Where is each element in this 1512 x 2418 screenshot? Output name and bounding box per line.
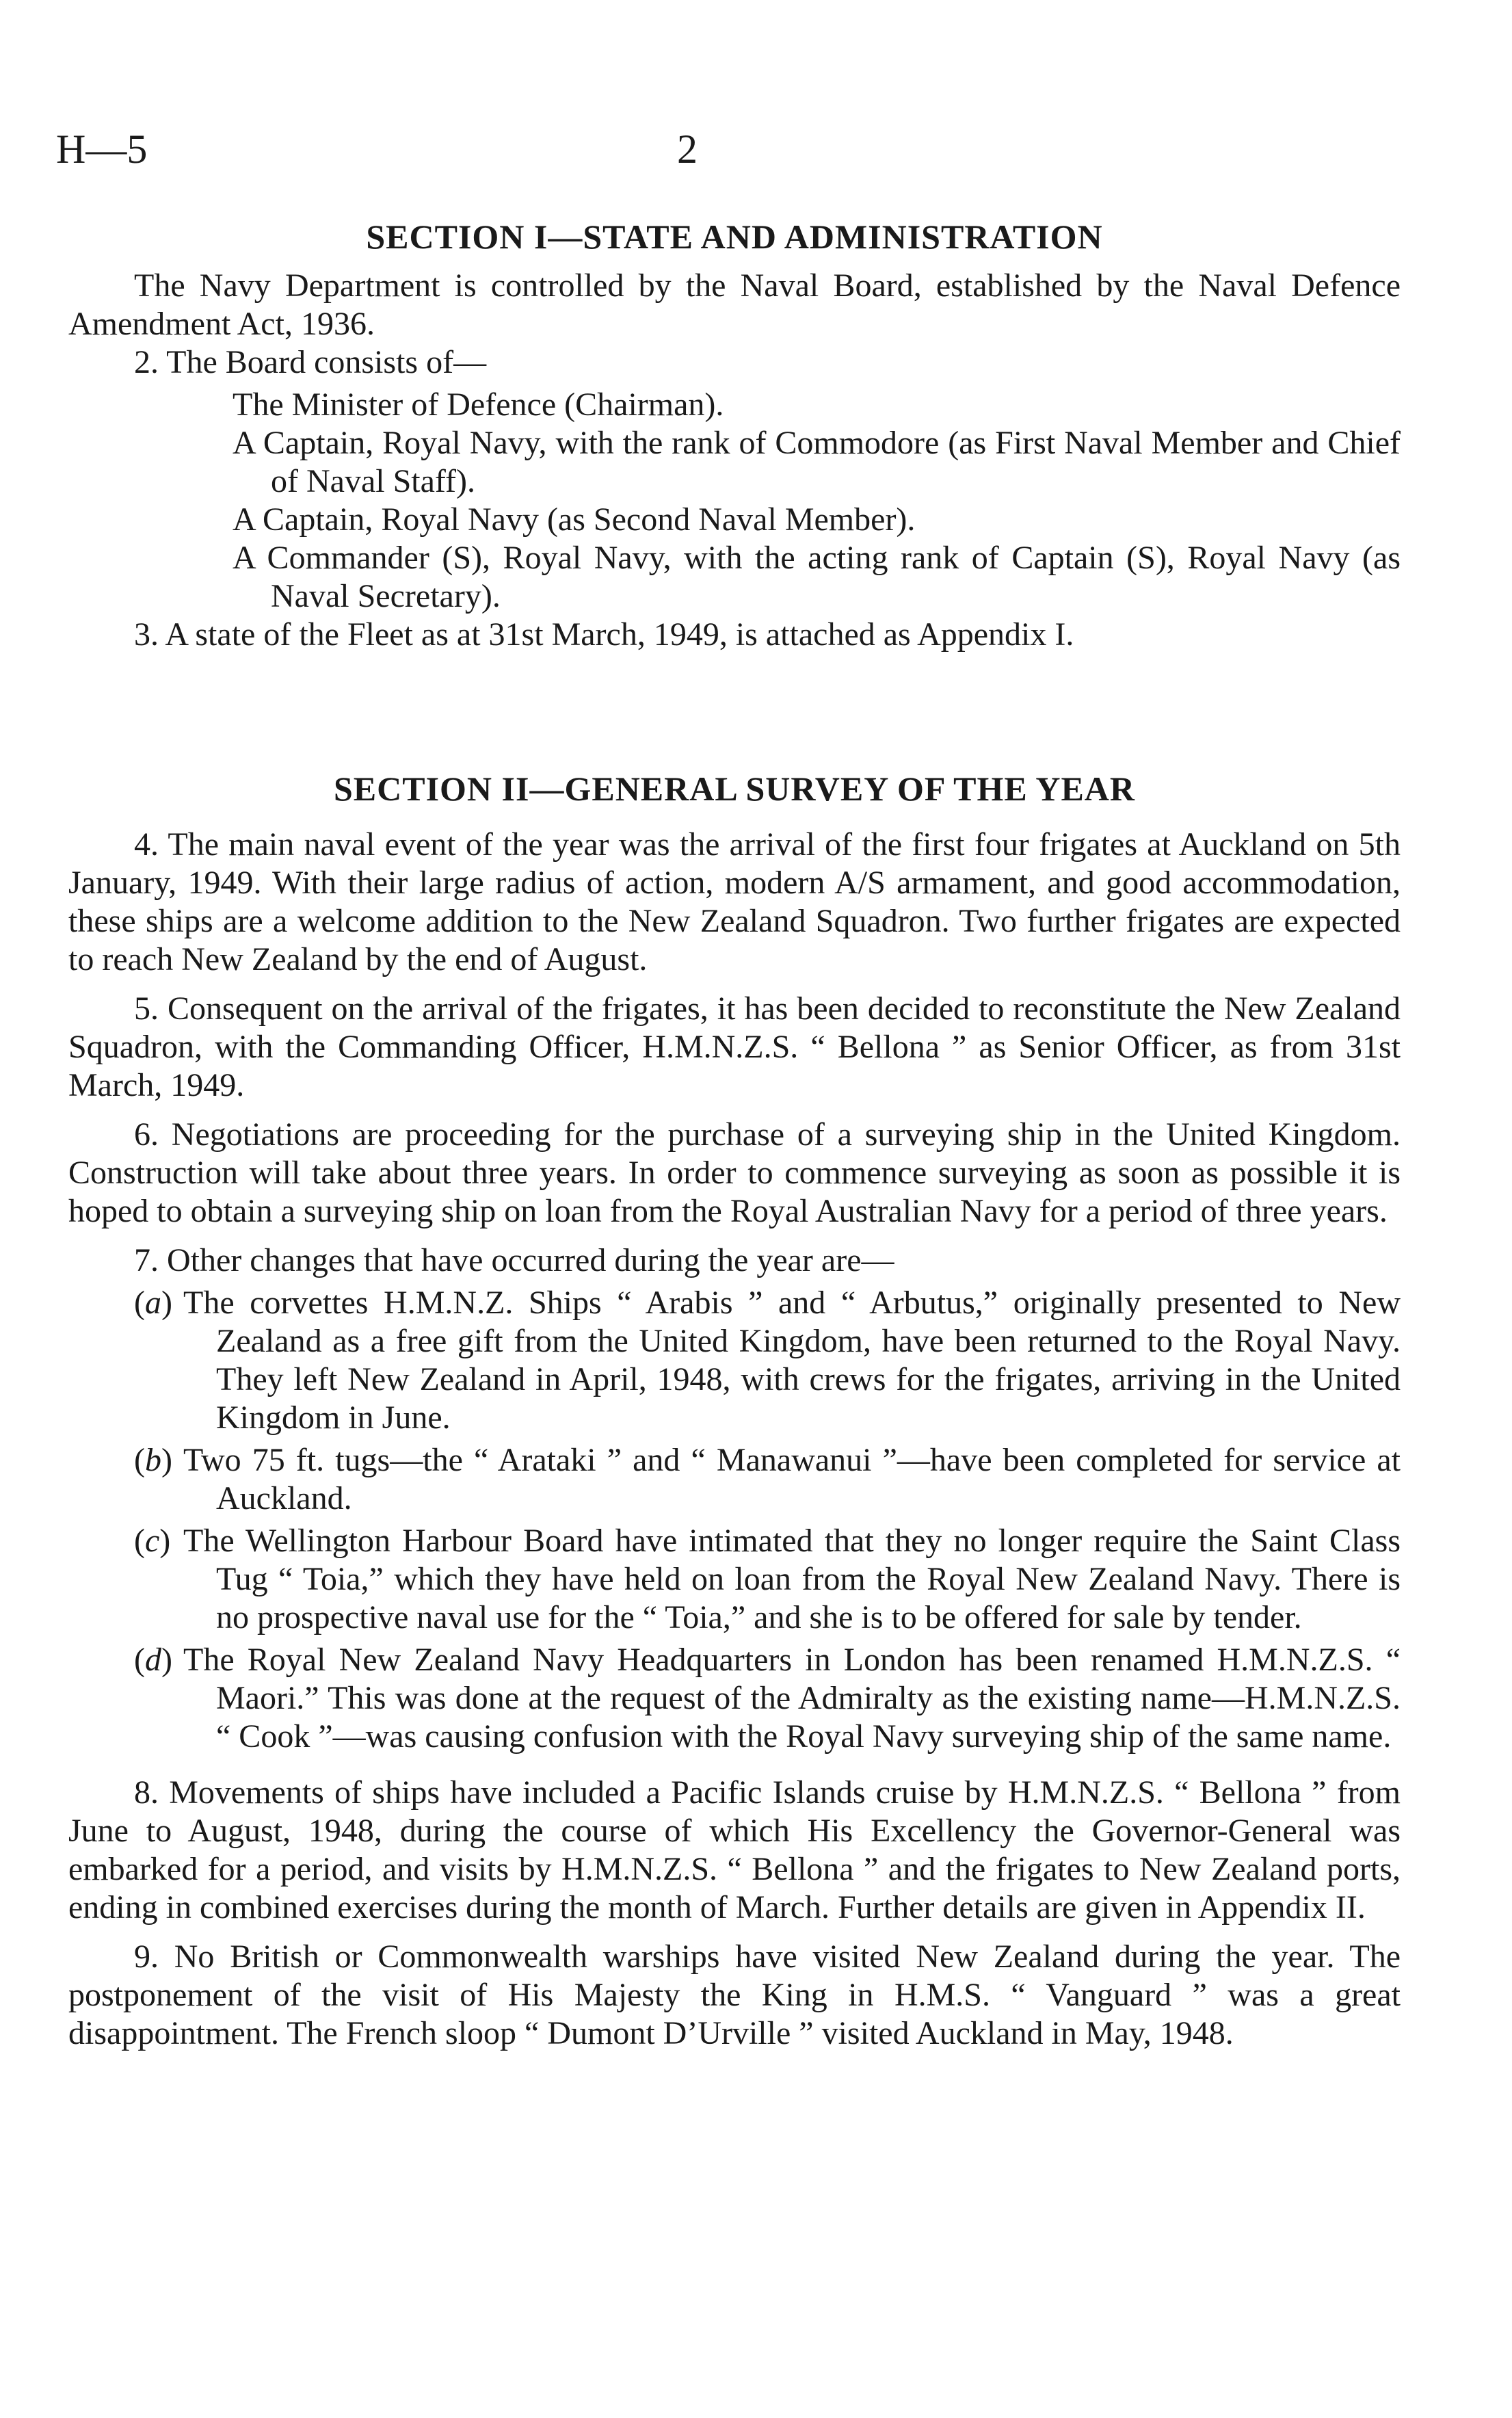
paragraph-1: The Navy Department is controlled by the Naval Board, established by the Naval Defence Amendment Act, 1936. (68, 267, 1401, 342)
change-letter: b (144, 1442, 161, 1478)
change-letter: a (144, 1285, 161, 1321)
board-member-item: A Captain, Royal Navy (as Second Naval Member). (233, 501, 916, 538)
change-item-a: (a) The corvettes H.M.N.Z. Ships “ Arabis ” and “ Arbutus,” originally presented to New Zealand as a free gift from the United Kingdom, have been returned to the Royal Navy. They left New Zealand in April, 1948, with crews for the frigates, arriving in the United Kingdom in June. (134, 1285, 1401, 1436)
change-item-d: (d) The Royal New Zealand Navy Headquarters in London has been renamed H.M.N.Z.S. “ Maori.” This was done at the request of the Admiralty as the existing name—H.M.N.Z.S. “ Cook ”—was causing confusion with the Royal Navy surveying ship of the same name. (134, 1642, 1401, 1755)
page-number: 2 (677, 127, 698, 172)
paragraph-4: 4. The main naval event of the year was the arrival of the first four frigates at Auckland on 5th January, 1949. With their large radius of action, modern A/S armament, and good accommodation, these ships are a welcome addition to the New Zealand Squadron. Two further frigates are expected to reach New Zealand by the end of August. (68, 826, 1401, 977)
board-member-item: A Commander (S), Royal Navy, with the acting rank of Captain (S), Royal Navy (as Naval Secretary). (233, 540, 1401, 614)
section-2 (68, 770, 1401, 2053)
section-1 (68, 218, 1401, 654)
change-text: The Wellington Harbour Board have intimated that they no longer require the Saint Class Tug “ Toia,” which they have held on loan from the Royal New Zealand Navy. There is no prospective naval use for the “ Toia,” and she is to be offered for sale by tender. (183, 1523, 1401, 1635)
paragraph-2-intro: 2. The Board consists of— (134, 344, 487, 380)
paragraph-3: 3. A state of the Fleet as at 31st March, 1949, is attached as Appendix I. (134, 616, 1074, 653)
board-member-item: A Captain, Royal Navy, with the rank of Commodore (as First Naval Member and Chief of Naval Staff). (233, 425, 1401, 499)
paragraph-8: 8. Movements of ships have included a Pacific Islands cruise by H.M.N.Z.S. “ Bellona ” from June to August, 1948, during the course of which His Excellency the Governor-General was embarked for a period, and visits by H.M.N.Z.S. “ Bellona ” and the frigates to New Zealand ports, ending in combined exercises during the month of March. Further details are given in Appendix II. (68, 1774, 1401, 1926)
change-letter: d (144, 1642, 161, 1678)
board-member-item: The Minister of Defence (Chairman). (233, 386, 724, 423)
document-reference: H—5 (56, 127, 148, 172)
paragraph-7-intro: 7. Other changes that have occurred during the year are— (134, 1242, 894, 1278)
board-members-list (68, 386, 1401, 616)
change-item-c: (c) The Wellington Harbour Board have intimated that they no longer require the Saint Class Tug “ Toia,” which they have held on loan from the Royal New Zealand Navy. There is no prospective naval use for the “ Toia,” and she is to be offered for sale by tender. (134, 1523, 1401, 1635)
section-2-heading: SECTION II—GENERAL SURVEY OF THE YEAR (333, 770, 1136, 808)
change-letter: c (144, 1523, 160, 1559)
paragraph-5: 5. Consequent on the arrival of the frigates, it has been decided to reconstitute the New Zealand Squadron, with the Commanding Officer, H.M.N.Z.S. “ Bellona ” as Senior Officer, as from 31st March, 1949. (68, 990, 1401, 1103)
change-text: The corvettes H.M.N.Z. Ships “ Arabis ” and “ Arbutus,” originally presented to New Zealand as a free gift from the United Kingdom, have been returned to the Royal Navy. They left New Zealand in April, 1948, with crews for the frigates, arriving in the United Kingdom in June. (183, 1285, 1401, 1436)
change-text: The Royal New Zealand Navy Headquarters in London has been renamed H.M.N.Z.S. “ Maori.” This was done at the request of the Admiralty as the existing name—H.M.N.Z.S. “ Cook ”—was causing confusion with the Royal Navy surveying ship of the same name. (183, 1642, 1401, 1755)
paragraph-6: 6. Negotiations are proceeding for the purchase of a surveying ship in the United Kingdom. Construction will take about three years. In order to commence surveying as soon as possible it is hoped to obtain a surveying ship on loan from the Royal Australian Navy for a period of three years. (68, 1116, 1401, 1229)
change-text: Two 75 ft. tugs—the “ Arataki ” and “ Manawanui ”—have been completed for service at Auckland. (183, 1442, 1401, 1516)
change-item-b: (b) Two 75 ft. tugs—the “ Arataki ” and “ Manawanui ”—have been completed for service at Auckland. (134, 1442, 1401, 1516)
section-1-heading: SECTION I—STATE AND ADMINISTRATION (366, 218, 1103, 256)
paragraph-9: 9. No British or Commonwealth warships have visited New Zealand during the year. The postponement of the visit of His Majesty the King in H.M.S. “ Vanguard ” was a great disappointment. The French sloop “ Dumont D’Urville ” visited Auckland in May, 1948. (68, 1939, 1401, 2051)
